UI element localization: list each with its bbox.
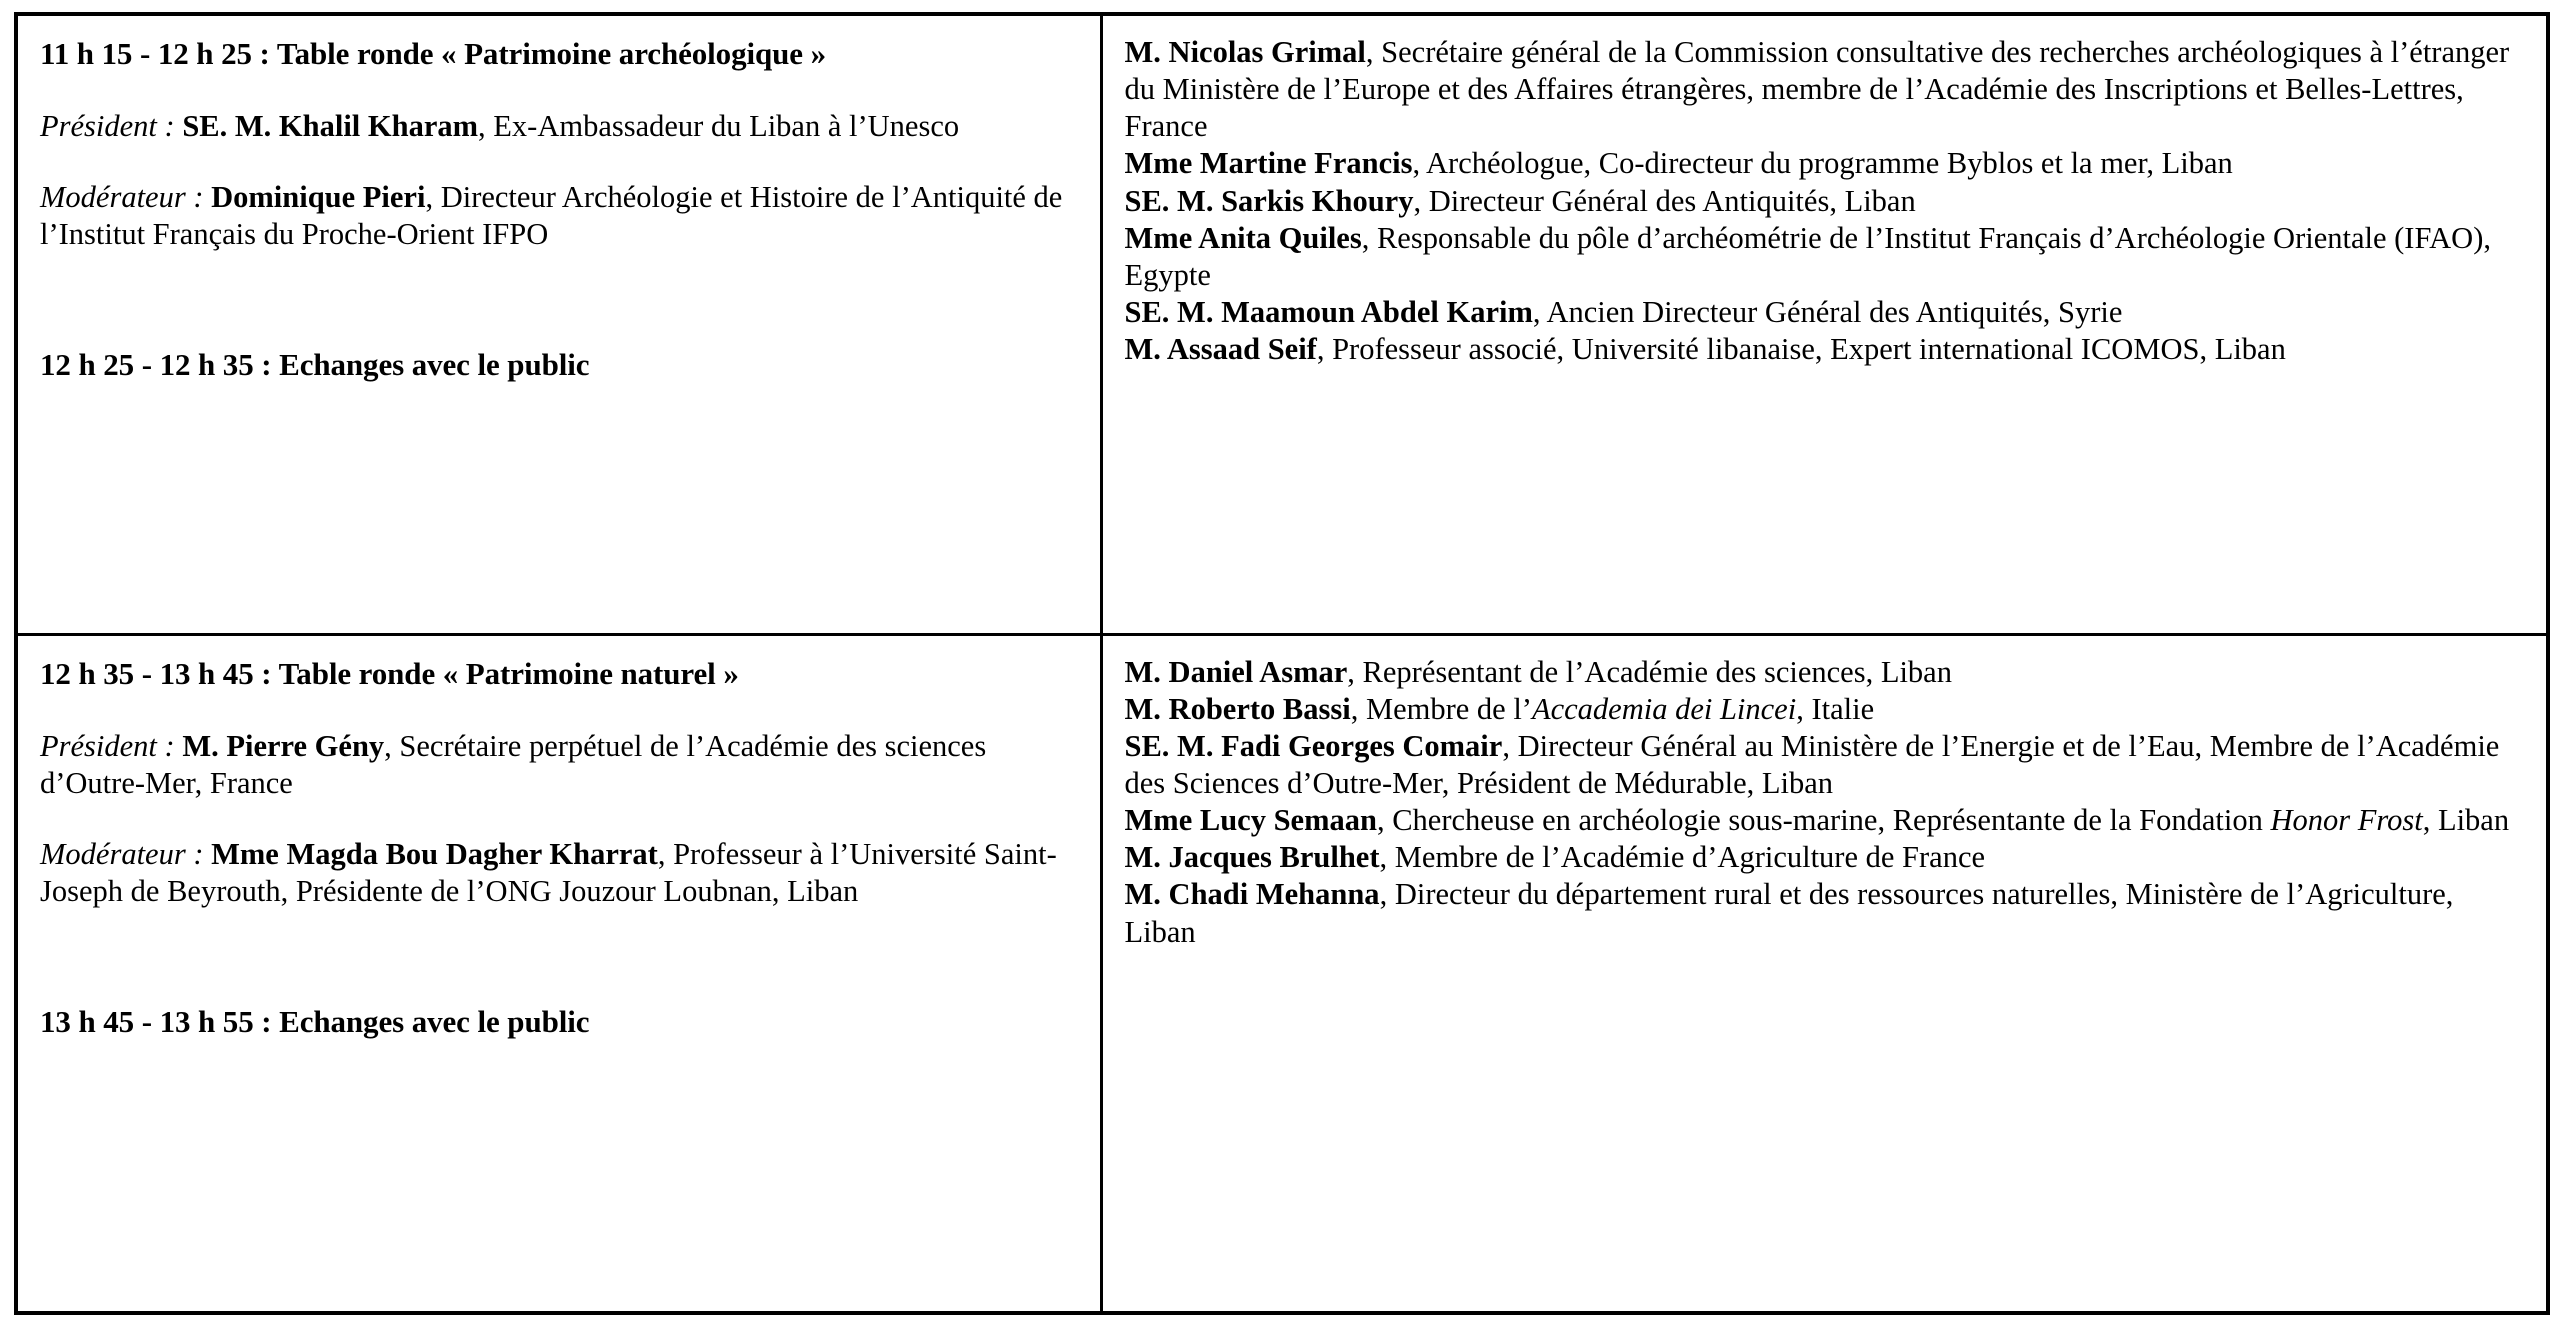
speaker-title-after: , Italie	[1796, 691, 1875, 726]
list-item	[1125, 876, 2527, 950]
speaker-title-before: , Chercheuse en archéologie sous-marine, Représentante de la Fondation	[1376, 803, 2271, 838]
list-item	[1125, 691, 2527, 728]
speakers-cell-naturel	[1101, 634, 2548, 1313]
speaker-title: , Directeur Général au Ministère de l’Energie et de l’Eau, Membre de l’Académie des Sciences d’Outre-Mer, Président de Médurable, Liban	[1124, 728, 2500, 801]
moderator-line	[40, 179, 1080, 253]
exchanges-line: 13 h 45 - 13 h 55 : Echanges avec le public	[40, 1004, 590, 1040]
list-item	[1125, 34, 2527, 145]
speaker-title: , Directeur Général des Antiquités, Liban	[1413, 183, 1916, 218]
president-title: , Ex-Ambassadeur du Liban à l’Unesco	[478, 109, 960, 144]
list-item	[1125, 654, 2527, 691]
speaker-title: , Directeur du département rural et des ressources naturelles, Ministère de l’Agriculture, Liban	[1124, 877, 2454, 949]
speaker-title: , Responsable du pôle d’archéométrie de l’Institut Français d’Archéologie Orientale (IFAO), Egypte	[1124, 220, 2491, 292]
list-item	[1125, 331, 2527, 368]
speaker-name: Mme Lucy Semaan	[1124, 803, 1377, 838]
speaker-name: M. Daniel Asmar	[1124, 654, 1348, 689]
speaker-name: SE. M. Sarkis Khoury	[1124, 183, 1414, 218]
speaker-name: SE. M. Fadi Georges Comair	[1124, 728, 1503, 763]
table-row	[16, 14, 2548, 634]
moderator-line	[40, 836, 1080, 910]
moderator-label: Modérateur :	[40, 837, 204, 872]
program-table	[14, 12, 2550, 1315]
session-cell-archeologique	[16, 14, 1101, 634]
speaker-title: , Représentant de l’Académie des sciences, Liban	[1347, 654, 1952, 689]
moderator-name: Mme Magda Bou Dagher Kharrat	[211, 837, 658, 872]
list-item	[1125, 294, 2527, 331]
moderator-title: , Professeur à l’Université Saint-Joseph de Beyrouth, Présidente de l’ONG Jouzour Loubnan, Liban	[40, 837, 1057, 909]
speaker-name: SE. M. Maamoun Abdel Karim	[1124, 294, 1533, 329]
list-item	[1125, 145, 2527, 182]
moderator-name: Dominique Pieri	[211, 180, 426, 215]
speakers-cell-archeologique	[1101, 14, 2548, 634]
speaker-title-after: , Liban	[2422, 803, 2510, 838]
president-name: SE. M. Khalil Kharam	[182, 109, 479, 144]
session-heading: 12 h 35 - 13 h 45 : Table ronde « Patrimoine naturel »	[40, 655, 739, 691]
speaker-name: M. Jacques Brulhet	[1124, 840, 1380, 875]
speaker-title: , Ancien Directeur Général des Antiquités, Syrie	[1532, 294, 2123, 329]
speaker-name: M. Nicolas Grimal	[1124, 35, 1366, 69]
president-label: Président :	[40, 728, 175, 763]
list-item	[1125, 728, 2527, 802]
session-heading: 11 h 15 - 12 h 25 : Table ronde « Patrimoine archéologique »	[40, 36, 826, 71]
exchanges-line: 12 h 25 - 12 h 35 : Echanges avec le public	[40, 347, 590, 383]
president-line	[40, 108, 1080, 145]
speaker-title-italic: Honor Frost	[2270, 803, 2423, 838]
speaker-title: , Professeur associé, Université libanaise, Expert international ICOMOS, Liban	[1316, 332, 2286, 367]
speaker-name: M. Roberto Bassi	[1124, 691, 1351, 726]
session-cell-naturel	[16, 634, 1101, 1313]
speaker-title-before: , Membre de l’	[1350, 691, 1532, 726]
speaker-title-italic: Accademia dei Lincei	[1531, 691, 1797, 726]
list-item	[1125, 220, 2527, 294]
list-item	[1125, 183, 2527, 220]
speaker-name: Mme Anita Quiles	[1124, 220, 1362, 255]
president-label: Président :	[40, 109, 175, 144]
table-row	[16, 634, 2548, 1313]
speaker-name: M. Assaad Seif	[1124, 332, 1317, 367]
moderator-label: Modérateur :	[40, 180, 204, 215]
speaker-title: , Membre de l’Académie d’Agriculture de France	[1379, 840, 1986, 875]
moderator-title: , Directeur Archéologie et Histoire de l’Antiquité de l’Institut Français du Proche-Orient IFPO	[40, 180, 1063, 252]
list-item	[1125, 839, 2527, 876]
president-name: M. Pierre Gény	[182, 728, 385, 763]
speaker-title: , Archéologue, Co-directeur du programme Byblos et la mer, Liban	[1412, 146, 2233, 181]
speaker-name: M. Chadi Mehanna	[1124, 877, 1380, 912]
list-item	[1125, 802, 2527, 839]
president-line	[40, 728, 1080, 802]
speaker-name: Mme Martine Francis	[1124, 146, 1413, 181]
president-title: , Secrétaire perpétuel de l’Académie des sciences d’Outre-Mer, France	[40, 728, 987, 800]
speaker-title: , Secrétaire général de la Commission consultative des recherches archéologiques à l’étranger du Ministère de l’Europe et des Affaires étrangères, membre de l’Académie des Inscriptions et Belles-Lettres, France	[1124, 35, 2510, 144]
